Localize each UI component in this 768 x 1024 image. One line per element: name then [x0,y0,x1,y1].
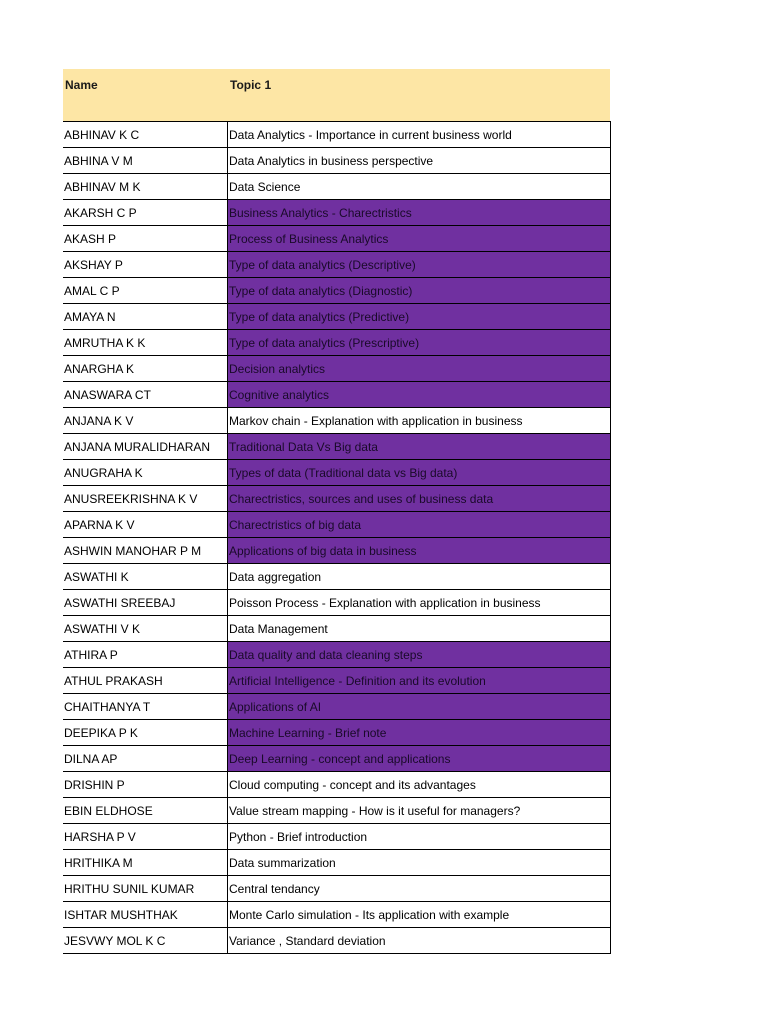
table-row [63,382,611,408]
name-cell[interactable]: AMRUTHA K K [63,330,228,356]
topic-cell[interactable]: Data Management [228,616,611,642]
table-row [63,850,611,876]
table-row [63,876,611,902]
header-topic-cell[interactable] [228,69,610,121]
name-cell[interactable]: ASWATHI SREEBAJ [63,590,228,616]
topic-cell[interactable]: Poisson Process - Explanation with application in business [228,590,611,616]
name-cell[interactable]: ABHINAV K C [63,122,228,148]
table-row [63,408,611,434]
header-name-label: Name [65,78,98,92]
topic-cell[interactable]: Artificial Intelligence - Definition and its evolution [228,668,611,694]
header-topic-label: Topic 1 [230,78,272,92]
table-row [63,226,611,252]
table-row [63,720,611,746]
topic-cell[interactable]: Monte Carlo simulation - Its application with example [228,902,611,928]
topic-cell[interactable]: Business Analytics - Charectristics [228,200,611,226]
table-row [63,694,611,720]
topic-cell[interactable]: Type of data analytics (Prescriptive) [228,330,611,356]
header-name-cell[interactable] [63,69,228,121]
topic-cell[interactable]: Markov chain - Explanation with application in business [228,408,611,434]
topic-cell[interactable]: Variance , Standard deviation [228,928,611,954]
table-row [63,200,611,226]
name-cell[interactable]: ISHTAR MUSHTHAK [63,902,228,928]
table-row [63,616,611,642]
name-cell[interactable]: ABHINA V M [63,148,228,174]
name-cell[interactable]: HRITHU SUNIL KUMAR [63,876,228,902]
table-row [63,356,611,382]
name-cell[interactable]: DEEPIKA P K [63,720,228,746]
name-cell[interactable]: AMAYA N [63,304,228,330]
topic-cell[interactable]: Applications of AI [228,694,611,720]
table-row [63,252,611,278]
name-cell[interactable]: ANJANA MURALIDHARAN [63,434,228,460]
topic-cell[interactable]: Data quality and data cleaning steps [228,642,611,668]
table-row [63,798,611,824]
topic-cell[interactable]: Value stream mapping - How is it useful for managers? [228,798,611,824]
name-cell[interactable]: DRISHIN P [63,772,228,798]
table-row [63,928,611,954]
table-row [63,460,611,486]
topic-cell[interactable]: Central tendancy [228,876,611,902]
topic-cell[interactable]: Applications of big data in business [228,538,611,564]
name-cell[interactable]: APARNA K V [63,512,228,538]
name-cell[interactable]: ASWATHI V K [63,616,228,642]
table-row [63,590,611,616]
name-cell[interactable]: EBIN ELDHOSE [63,798,228,824]
table-row [63,122,611,148]
table-row [63,538,611,564]
name-cell[interactable]: DILNA AP [63,746,228,772]
name-cell[interactable]: ANUSREEKRISHNA K V [63,486,228,512]
name-cell[interactable]: ANUGRAHA K [63,460,228,486]
table-row [63,902,611,928]
table-row [63,512,611,538]
topic-cell[interactable]: Data Science [228,174,611,200]
table-row [63,486,611,512]
name-cell[interactable]: HRITHIKA M [63,850,228,876]
name-cell[interactable]: AKSHAY P [63,252,228,278]
name-cell[interactable]: HARSHA P V [63,824,228,850]
topic-cell[interactable]: Type of data analytics (Descriptive) [228,252,611,278]
topic-cell[interactable]: Cloud computing - concept and its advantages [228,772,611,798]
topic-cell[interactable]: Type of data analytics (Predictive) [228,304,611,330]
table-row [63,824,611,850]
topic-cell[interactable]: Charectristics, sources and uses of business data [228,486,611,512]
table-row [63,304,611,330]
name-cell[interactable]: ASHWIN MANOHAR P M [63,538,228,564]
topic-cell[interactable]: Data Analytics in business perspective [228,148,611,174]
name-cell[interactable]: ANASWARA CT [63,382,228,408]
name-cell[interactable]: CHAITHANYA T [63,694,228,720]
name-cell[interactable]: ABHINAV M K [63,174,228,200]
topic-cell[interactable]: Charectristics of big data [228,512,611,538]
topic-cell[interactable]: Data Analytics - Importance in current business world [228,122,611,148]
header-row [63,69,610,121]
table-row [63,330,611,356]
topic-cell[interactable]: Data aggregation [228,564,611,590]
table-row [63,564,611,590]
name-cell[interactable]: ANJANA K V [63,408,228,434]
name-cell[interactable]: ANARGHA K [63,356,228,382]
topic-cell[interactable]: Traditional Data Vs Big data [228,434,611,460]
topic-cell[interactable]: Data summarization [228,850,611,876]
spreadsheet [63,69,610,954]
topic-cell[interactable]: Process of Business Analytics [228,226,611,252]
name-cell[interactable]: ATHIRA P [63,642,228,668]
table-row [63,174,611,200]
table-row [63,434,611,460]
table-row [63,148,611,174]
topic-cell[interactable]: Python - Brief introduction [228,824,611,850]
table-row [63,642,611,668]
name-cell[interactable]: AKASH P [63,226,228,252]
topic-cell[interactable]: Type of data analytics (Diagnostic) [228,278,611,304]
name-cell[interactable]: AKARSH C P [63,200,228,226]
topic-cell[interactable]: Machine Learning - Brief note [228,720,611,746]
topic-cell[interactable]: Types of data (Traditional data vs Big data) [228,460,611,486]
name-cell[interactable]: JESVWY MOL K C [63,928,228,954]
topic-cell[interactable]: Decision analytics [228,356,611,382]
name-cell[interactable]: ASWATHI K [63,564,228,590]
table-row [63,278,611,304]
name-cell[interactable]: AMAL C P [63,278,228,304]
table-row [63,668,611,694]
topic-cell[interactable]: Cognitive analytics [228,382,611,408]
table-row [63,772,611,798]
name-cell[interactable]: ATHUL PRAKASH [63,668,228,694]
topic-cell[interactable]: Deep Learning - concept and applications [228,746,611,772]
table-row [63,746,611,772]
data-table [63,121,611,954]
